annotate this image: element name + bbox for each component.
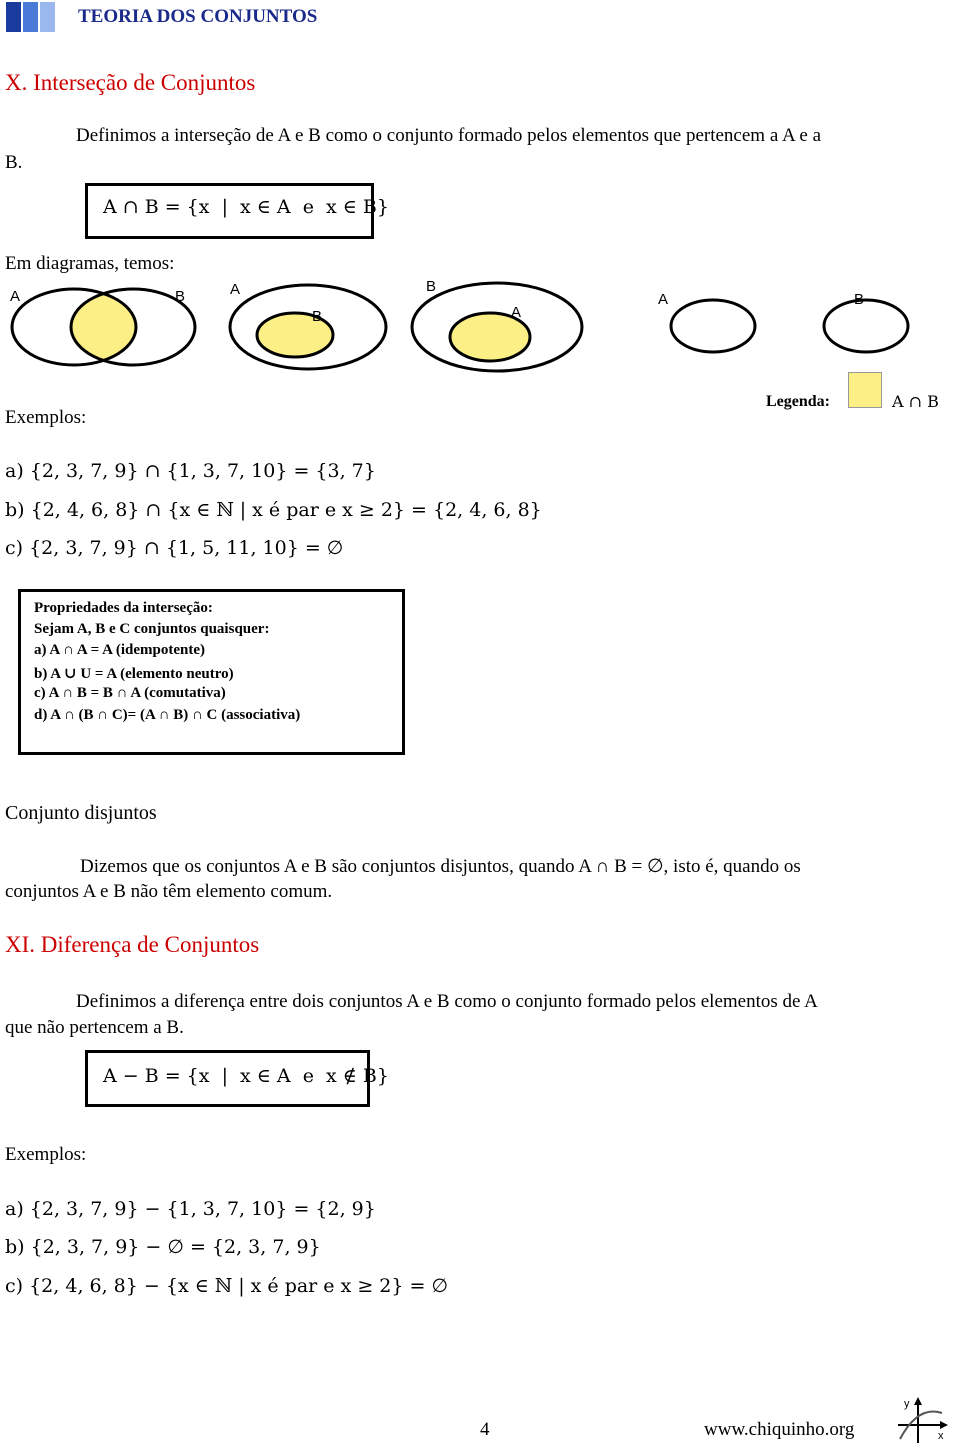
- difference-example-a: a) {2, 3, 7, 9} − {1, 3, 7, 10} = {2, 9}: [5, 1198, 376, 1220]
- section-title-difference: XI. Diferença de Conjuntos: [5, 932, 260, 957]
- legend-swatch: [848, 372, 882, 408]
- property-neutral: b) A ∪ U = A (elemento neutro): [34, 666, 234, 682]
- page-number: 4: [480, 1419, 490, 1440]
- property-commutative: c) A ∩ B = B ∩ A (comutativa): [34, 685, 226, 701]
- legend-label: Legenda:: [766, 393, 830, 410]
- venn3-label-a: A: [511, 304, 522, 321]
- disjoint-text-line2: conjuntos A e B não têm elemento comum.: [5, 881, 333, 902]
- venn-subset-b-in-a: [230, 281, 386, 369]
- difference-examples-label: Exemplos:: [5, 1144, 87, 1165]
- difference-definition-line1: Definimos a diferença entre dois conjuntos A e B como o conjunto formado pelos elementos de A: [76, 991, 818, 1012]
- examples-label: Exemplos:: [5, 407, 87, 428]
- intersection-definition-line2: B.: [5, 152, 23, 173]
- properties-intro: Sejam A, B e C conjuntos quaisquer:: [34, 621, 270, 637]
- venn-diagrams: [0, 275, 960, 385]
- venn1-label-a: A: [10, 288, 21, 305]
- properties-title: Propriedades da interseção:: [34, 600, 213, 616]
- property-idempotent: a) A ∩ A = A (idempotente): [34, 642, 205, 658]
- venn2-label-a: A: [230, 281, 241, 298]
- intersection-example-c: c) {2, 3, 7, 9} ∩ {1, 5, 11, 10} = ∅: [5, 537, 344, 559]
- footer-site: www.chiquinho.org: [704, 1419, 855, 1440]
- difference-formula: A − B = {x | x ∈ A e x ∉ B}: [103, 1065, 389, 1087]
- difference-example-b: b) {2, 3, 7, 9} − ∅ = {2, 3, 7, 9}: [5, 1236, 321, 1258]
- property-associative: d) A ∩ (B ∩ C)= (A ∩ B) ∩ C (associativa): [34, 707, 301, 723]
- intersection-definition-line1: Definimos a interseção de A e B como o conjunto formado pelos elementos que pertencem a A e a: [76, 125, 821, 146]
- header-title: TEORIA DOS CONJUNTOS: [78, 6, 318, 27]
- intersection-example-b: b) {2, 4, 6, 8} ∩ {x ∈ ℕ | x é par e x ≥ 2} = {2, 4, 6, 8}: [5, 499, 542, 521]
- venn-disjoint: [658, 291, 908, 352]
- disjoint-title: Conjunto disjuntos: [5, 802, 157, 824]
- difference-example-c: c) {2, 4, 6, 8} − {x ∈ ℕ | x é par e x ≥ 2} = ∅: [5, 1275, 449, 1297]
- venn1-label-b: B: [175, 288, 186, 305]
- legend-value: A ∩ B: [892, 392, 939, 411]
- intersection-example-a: a) {2, 3, 7, 9} ∩ {1, 3, 7, 10} = {3, 7}: [5, 460, 376, 482]
- intersection-formula: A ∩ B = {x | x ∈ A e x ∈ B}: [103, 196, 389, 218]
- venn4-label-a: A: [658, 291, 669, 308]
- venn-subset-a-in-b: [412, 278, 582, 371]
- venn-overlapping: [10, 288, 195, 365]
- section-title-intersection: X. Interseção de Conjuntos: [5, 70, 256, 95]
- axes-logo-icon: [890, 1395, 950, 1447]
- venn2-label-b: B: [312, 308, 323, 325]
- disjoint-text-line1: Dizemos que os conjuntos A e B são conjuntos disjuntos, quando A ∩ B = ∅, isto é, quando os: [80, 856, 801, 877]
- venn3-label-b: B: [426, 278, 437, 295]
- header-squares: [6, 2, 57, 37]
- diagram-intro: Em diagramas, temos:: [5, 253, 175, 274]
- venn4-label-b: B: [854, 291, 865, 308]
- difference-definition-line2: que não pertencem a B.: [5, 1017, 184, 1038]
- svg-text:y: y: [904, 1398, 910, 1410]
- svg-text:x: x: [938, 1430, 944, 1442]
